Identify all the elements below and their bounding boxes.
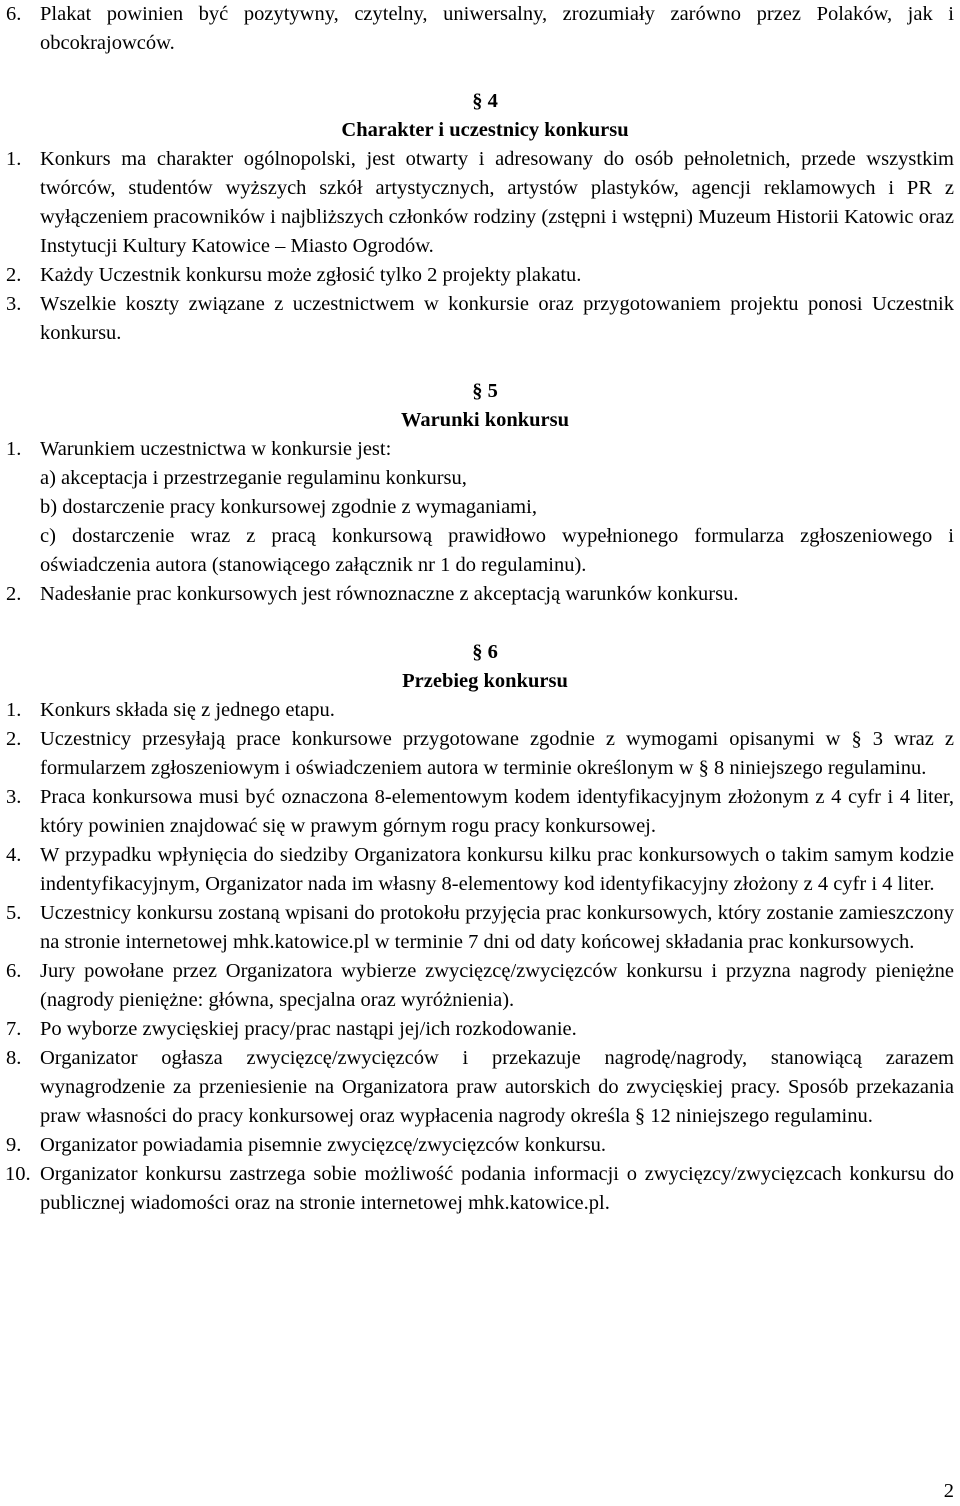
section-title-5: Warunki konkursu <box>400 409 570 431</box>
item-number: 3. <box>6 293 22 315</box>
list-item <box>0 261 960 290</box>
list-item <box>0 1160 960 1218</box>
page-number: 2 <box>943 1480 954 1502</box>
item-number: 9. <box>6 1134 22 1156</box>
item-text: Uczestnicy konkursu zostaną wpisani do protokołu przyjęcia prac konkursowych, który zostanie zamieszczony na stronie internetowej mhk.katowice.pl w terminie 7 dni od daty końcowej składania prac konkursowych. <box>40 902 954 953</box>
item-text: Konkurs ma charakter ogólnopolski, jest otwarty i adresowany do osób pełnoletnich, przede wszystkim twórców, studentów wyższych szkół artystycznych, artystów plastyków, agencji reklamowych i PR z wyłączeniem pracowników i najbliższych członków rodziny (zstępni i wstępni) Muzeum Historii Katowic oraz Instytucji Kultury Katowice – Miasto Ogrodów. <box>40 148 954 257</box>
item-number: 6. <box>6 3 22 25</box>
item-text: Plakat powinien być pozytywny, czytelny, uniwersalny, zrozumiały zarówno przez Polaków, jak i obcokrajowców. <box>40 3 954 54</box>
list-item <box>0 1131 960 1160</box>
item-number: 1. <box>6 148 22 170</box>
list-item <box>0 580 960 609</box>
section-sign-6: § 6 <box>472 641 498 663</box>
item-number: 10. <box>5 1163 31 1185</box>
item-number: 6. <box>6 960 22 982</box>
spacer <box>0 58 960 87</box>
item-number: 2. <box>6 728 22 750</box>
item-text: Uczestnicy przesyłają prace konkursowe przygotowane zgodnie z wymogami opisanymi w § 3 wraz z formularzem zgłoszeniowym i oświadczeniem autora w terminie określonym w § 8 niniejszego regulaminu. <box>40 728 954 779</box>
section-sign-5: § 5 <box>472 380 498 402</box>
list-item <box>0 0 960 58</box>
sub-item: a) akceptacja i przestrzeganie regulaminu konkursu, <box>40 467 467 489</box>
list-item <box>0 1015 960 1044</box>
spacer <box>0 348 960 377</box>
list-item <box>0 957 960 1015</box>
list-item <box>0 841 960 899</box>
section-sign-4: § 4 <box>472 90 498 112</box>
list-item <box>0 725 960 783</box>
item-text: Każdy Uczestnik konkursu może zgłosić tylko 2 projekty plakatu. <box>40 264 582 286</box>
list-item <box>0 696 960 725</box>
item-number: 7. <box>6 1018 22 1040</box>
item-text: Po wyborze zwycięskiej pracy/prac nastąpi jej/ich rozkodowanie. <box>40 1018 577 1040</box>
item-number: 1. <box>6 438 22 460</box>
list-item <box>0 899 960 957</box>
item-number: 5. <box>6 902 22 924</box>
item-text: Organizator ogłasza zwycięzcę/zwycięzców i przekazuje nagrodę/nagrody, stanowiącą zarazem wynagrodzenie za przeniesienie na Organizatora praw autorskich do zwycięskiej pracy. Sposób przekazania praw własności do pracy konkursowej oraz wypłacenia nagrody określa § 12 niniejszego regulaminu. <box>40 1047 954 1127</box>
item-number: 4. <box>6 844 22 866</box>
item-number: 2. <box>6 583 22 605</box>
item-text: Warunkiem uczestnictwa w konkursie jest: <box>40 438 392 460</box>
section-title-4: Charakter i uczestnicy konkursu <box>341 119 629 141</box>
sub-item: b) dostarczenie pracy konkursowej zgodnie z wymaganiami, <box>40 496 537 518</box>
item-text: Wszelkie koszty związane z uczestnictwem w konkursie oraz przygotowaniem projektu ponosi Uczestnik konkursu. <box>40 293 954 344</box>
item-number: 8. <box>6 1047 22 1069</box>
item-number: 3. <box>6 786 22 808</box>
spacer <box>0 609 960 638</box>
list-item <box>0 145 960 261</box>
list-item <box>0 290 960 348</box>
item-text: Nadesłanie prac konkursowych jest równoznaczne z akceptacją warunków konkursu. <box>40 583 739 605</box>
sub-item: c) dostarczenie wraz z pracą konkursową prawidłowo wypełnionego formularza zgłoszeniowego i oświadczenia autora (stanowiącego załącznik nr 1 do regulaminu). <box>40 525 954 576</box>
item-text: Praca konkursowa musi być oznaczona 8-elementowym kodem identyfikacyjnym złożonym z 4 cyfr i 4 liter, który powinien znajdować się w prawym górnym rogu pracy konkursowej. <box>40 786 954 837</box>
item-text: Organizator powiadamia pisemnie zwycięzcę/zwycięzców konkursu. <box>40 1134 606 1156</box>
item-text: Konkurs składa się z jednego etapu. <box>40 699 335 721</box>
list-item <box>0 1044 960 1131</box>
item-text: W przypadku wpłynięcia do siedziby Organizatora konkursu kilku prac konkursowych o takim samym kodzie indentyfikacyjnym, Organizator nada im własny 8-elementowy kod identyfikacyjny złożony z 4 cyfr i 4 liter. <box>40 844 954 895</box>
section-title-6: Przebieg konkursu <box>402 670 568 692</box>
item-text: Jury powołane przez Organizatora wybierze zwycięzcę/zwycięzców konkursu i przyzna nagrody pieniężne (nagrody pieniężne: główna, specjalna oraz wyróżnienia). <box>40 960 954 1011</box>
list-item <box>0 783 960 841</box>
list-item <box>0 435 960 464</box>
item-text: Organizator konkursu zastrzega sobie możliwość podania informacji o zwycięzcy/zwycięzcach konkursu do publicznej wiadomości oraz na stronie internetowej mhk.katowice.pl. <box>40 1163 954 1214</box>
item-number: 1. <box>6 699 22 721</box>
item-number: 2. <box>6 264 22 286</box>
